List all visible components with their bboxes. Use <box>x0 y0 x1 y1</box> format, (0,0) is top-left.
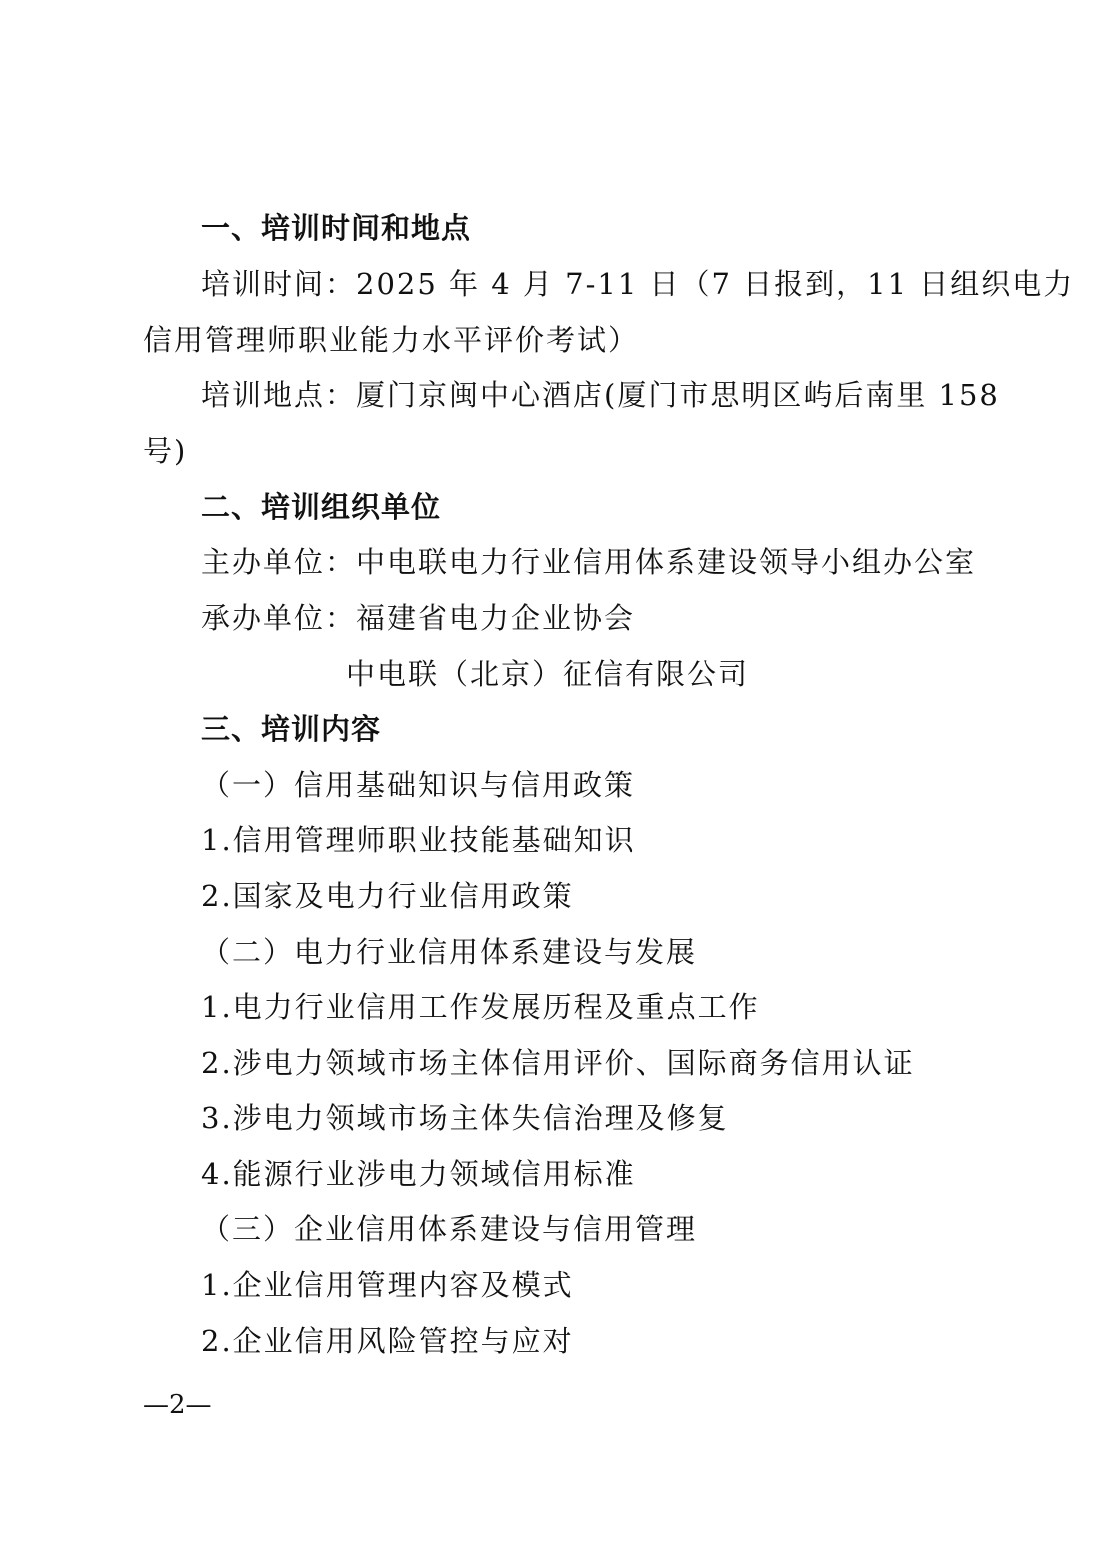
list-item: 1.企业信用管理内容及模式 <box>201 1268 574 1302</box>
list-item: 4.能源行业涉电力领域信用标准 <box>201 1157 636 1191</box>
training-time-line-2: 信用管理师职业能力水平评价考试） <box>143 323 640 357</box>
subsection-title-3: （三）企业信用体系建设与信用管理 <box>201 1212 698 1246</box>
training-place-line-2: 号) <box>143 434 188 468</box>
organizer-unit-line-2: 中电联（北京）征信有限公司 <box>346 657 750 691</box>
organizer-unit-line-1: 承办单位：福建省电力企业协会 <box>201 601 636 635</box>
page-number: —2— <box>143 1390 212 1420</box>
list-item: 1.信用管理师职业技能基础知识 <box>201 823 636 857</box>
training-time-line-1: 培训时间：2025 年 4 月 7-11 日（7 日报到，11 日组织电力 <box>201 267 1075 301</box>
list-item: 2.企业信用风险管控与应对 <box>201 1324 574 1358</box>
training-place-line-1: 培训地点：厦门京闽中心酒店(厦门市思明区屿后南里 158 <box>201 378 1000 412</box>
host-unit-line: 主办单位：中电联电力行业信用体系建设领导小组办公室 <box>201 545 977 579</box>
list-item: 1.电力行业信用工作发展历程及重点工作 <box>201 990 760 1024</box>
section-heading-1: 一、培训时间和地点 <box>201 211 472 245</box>
subsection-title-1: （一）信用基础知识与信用政策 <box>201 768 636 802</box>
section-heading-2: 二、培训组织单位 <box>201 490 442 524</box>
section-heading-3: 三、培训内容 <box>201 712 382 746</box>
subsection-title-2: （二）电力行业信用体系建设与发展 <box>201 935 698 969</box>
list-item: 2.国家及电力行业信用政策 <box>201 879 574 913</box>
list-item: 3.涉电力领域市场主体失信治理及修复 <box>201 1101 729 1135</box>
list-item: 2.涉电力领域市场主体信用评价、国际商务信用认证 <box>201 1046 915 1080</box>
